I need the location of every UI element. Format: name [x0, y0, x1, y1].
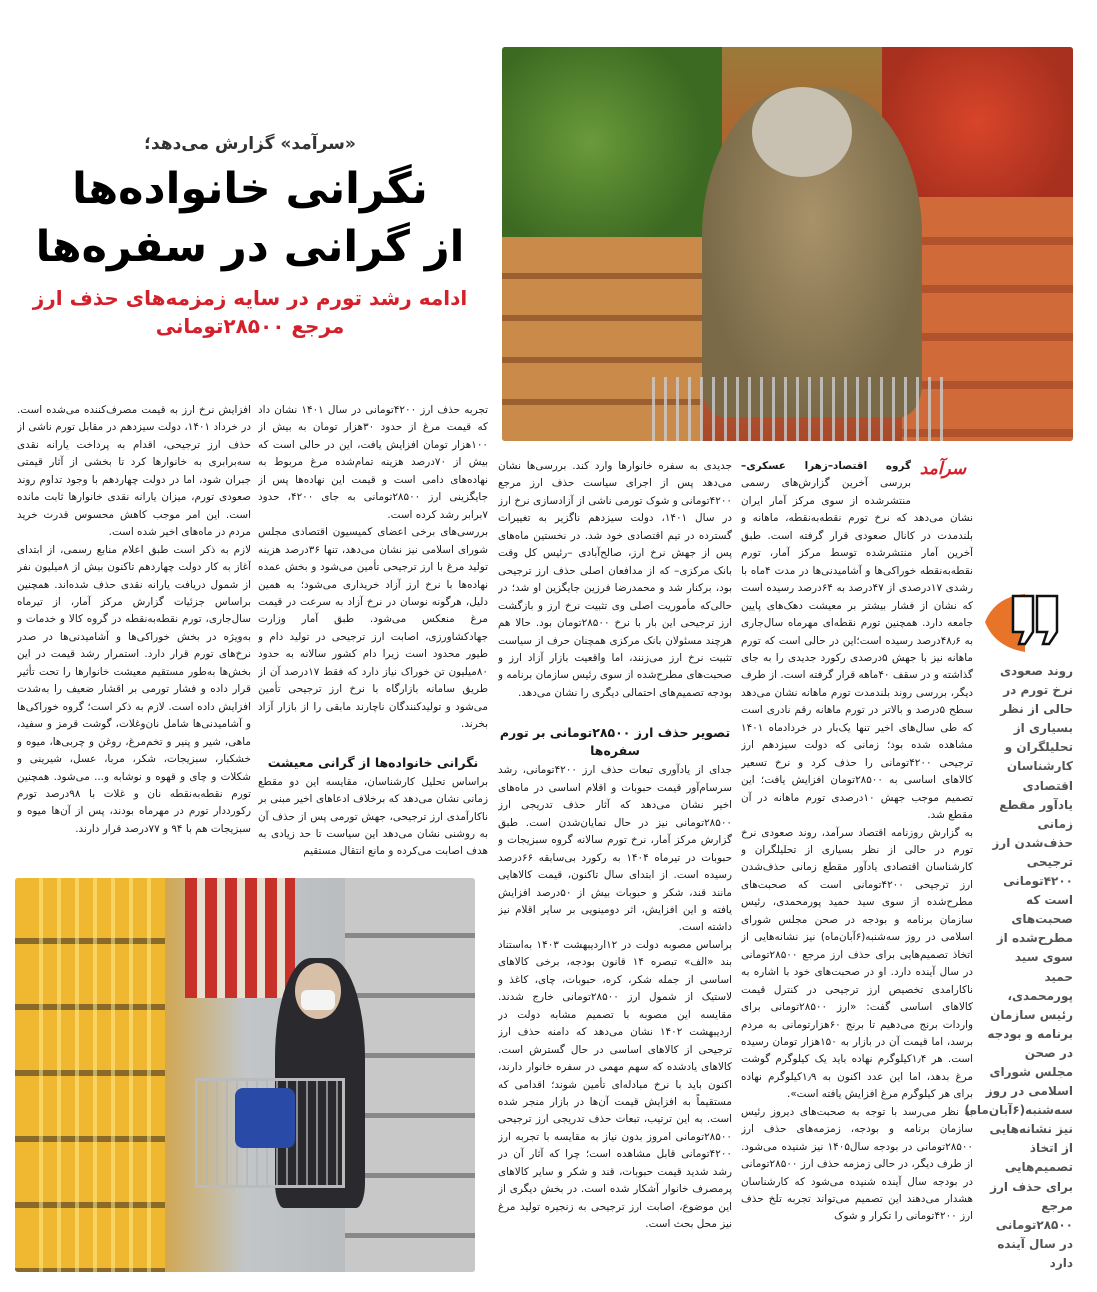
- headline-line-2: از گرانی در سفره‌ها: [35, 222, 465, 272]
- article-column-2: [498, 458, 732, 1276]
- paragraph: براساس تحلیل کارشناسان، مقایسه این دو مقطع زمانی نشان می‌دهد که برخلاف ادعاهای اخیر مبنی بر ناکارآمدی ارز ترجیحی، جهش تورمی پس از حذف آن به روشنی نشان می‌دهد این سیاست تا حد زیادی به هدف اصابت می‌کرده و مانع انتقال مستقیم: [258, 775, 488, 858]
- paragraph-text: بررسی آخرین گزارش‌های رسمی منتشرشده از سوی مرکز آمار ایران نشان می‌دهد که نرخ تورم نقطه‌به‌نقطه، ماهانه و بلندمدت در کانال صعودی قرار گرفته است. طبق آخرین آمار منتشرشده توسط مرکز آمار، تورم نقطه‌به‌نقطه خوراکی‌ها و آشامیدنی‌ها در مدت ۴ماه با رشدی ۱۷درصدی از ۴۷درصد به ۶۴درصد رسیده است که نشان از فشار بیشتر بر معیشت دهک‌های پایین جامعه دارد. همچنین تورم نقطه‌ای مهرماه سال‌جاری به ۴۸٫۶درصد رسیده است؛این در حالی است که تورم ماهانه نیز با جهش ۵درصدی رکورد جدیدی را به جای گذاشته و در سقف ۴۰ماهه قرار گرفته است. از طرف دیگر، بررسی روند بلندمدت تورم ماهانه نشان می‌دهد سطح ۵درصد و بالاتر در تورم ماهانه رقم نادری است که طی سال‌های اخیر تنها یک‌بار در خردادماه ۱۴۰۱ مشاهده شده بود؛ زمانی که دولت سیزدهم ارز ترجیحی ۴۲۰۰تومانی را حذف کرد و نرخ تسعیر کالاهای اساسی به ۲۸۵۰۰تومان افزایش یافت؛ این تصمیم موجب جهش ۱۰درصدی تورم ماهانه در آن مقطع شد.: [741, 477, 973, 822]
- paragraph: جدیدی به سفره خانوارها وارد کند. بررسی‌ها نشان می‌دهد پس از اجرای سیاست حذف ارز مرجع ۴۲۰۰تومانی و شوک تورمی ناشی از آزادسازی نرخ ارز در سال ۱۴۰۱، دولت سیزدهم ناگزیر به تغییرات گسترده در تیم اقتصادی خود شد. در نخستین ماه‌های پس از جهش نرخ ارز، صالح‌آبادی –رئیس کل وقت بانک مرکزی– که از مدافعان اصلی حذف ارز ترجیحی بود، برکنار شد و محمدرضا فرزین جایگزین او شد؛ در حالی‌که مأموریت اصلی وی تثبیت نرخ ارز و بازگشت ارز ترجیحی این بار با نرخ ۲۸۵۰۰تومان بود. حالا هم هرچند مسئولان بانک مرکزی همچنان حرف از سیاست تثبیت نرخ ارز می‌زنند، اما واقعیت بازار آزاد ارز و صحبت‌های مطرح‌شده از سوی رئیس سازمان برنامه و بودجه تصمیم‌های احتمالی دیگری را نشان می‌دهد.: [498, 460, 732, 699]
- sarAmad-logo: سرآمد: [919, 459, 967, 479]
- quote-mark-icon: [985, 592, 1060, 652]
- photo-man-with-shopping-cart: [15, 878, 475, 1272]
- paragraph: افزایش نرخ ارز به قیمت مصرف‌کننده می‌شده است. در خرداد ۱۴۰۱، دولت سیزدهم در مقابل تورم ناشی از حذف ارز ترجیحی، اقدام به پرداخت یارانه نقدی سه‌برابری به خانوارها کرد تا بخشی از آثار قیمتی جبران شود، اما در دولت چهاردهم با وجود تداوم روند صعودی تورم، میزان یارانه نقدی خانوارها ثابت مانده است. این امر موجب کاهش محسوس قدرت خرید مردم در ماه‌های اخیر شده است.: [17, 404, 251, 539]
- article-column-4: [17, 402, 251, 872]
- pull-quote: روند صعودی نرخ تورم در حالی از نظر بسیاری از تحلیلگران و کارشناسان اقتصادی یادآور مقطع زمانی حذف‌شدن ارز ترجیحی ۴۲۰۰تومانی است که صحبت‌های مطرح‌شده از سوی سید حمید پورمحمدی، رئیس سازمان برنامه و بودجه در صحن مجلس شورای اسلامی در روز سه‌شنبه(۶آبان‌ماه) نیز نشانه‌هایی از اتخاذ تصمیم‌هایی برای حذف ارز مرجع ۲۸۵۰۰تومانی در سال آینده دارد: [964, 664, 1073, 1270]
- paragraph: جدای از یادآوری تبعات حذف ارز ۴۲۰۰تومانی، رشد سرسام‌آور قیمت حبوبات و اقلام اساسی در ماه‌های اخیر نشان می‌دهد که آثار حذف تدریجی ارز ۲۸۵۰۰تومانی نیز در حال نمایان‌شدن است. طبق گزارش مرکز آمار، نرخ تورم سالانه گروه سبزیجات و حبوبات در تیرماه ۱۴۰۴ به رکورد بی‌سابقه ۶۶درصد رسیده است. از ابتدای سال تاکنون، قیمت کالاهایی مانند قند، شکر و حبوبات بیش از ۵۰درصد افزایش یافته و این افزایش، اثر دومینویی بر سایر اقلام نیز داشته است.: [498, 764, 732, 934]
- byline: گروه اقتصاد–زهرا عسکری–: [741, 460, 911, 472]
- paragraph: [741, 458, 973, 825]
- headline-block: [20, 132, 480, 394]
- paragraph: براساس مصوبه دولت در ۱۲اردیبهشت ۱۴۰۳ به‌استناد بند «الف» تبصره ۱۴ قانون بودجه، برخی کالاهای اساسی از جمله شکر، کره، حبوبات، چای، کاغذ و لاستیک از شمول ارز ۲۸۵۰۰تومانی خارج شدند. مقایسه این مصوبه با تصمیم مشابه دولت در اردیبهشت ۱۴۰۲ نشان می‌دهد که دامنه حذف ارز ترجیحی از کالاهای اساسی در حال گسترش است. کالاهای یادشده که سهم مهمی در سفره خانوار دارند، اکنون باید با نرخ مبادله‌ای تأمین شوند؛ اقدامی که مستقیماً به افزایش قیمت آن‌ها در بازار منجر شده است. به این ترتیب، تبعات حذف تدریجی ارز ترجیحی ۲۸۵۰۰تومانی امروز بدون نیاز به مقایسه با تجربه ارز ۴۲۰۰تومانی قابل مشاهده است؛ چرا که آثار آن در رشد شدید قیمت حبوبات، قند و شکر و سایر کالاهای پرمصرف خانوار آشکار شده است. در بخش دیگری از این موضوع، اصابت ارز ترجیحی به زنجیره تولید مرغ نیز محل بحث است.: [498, 938, 732, 1231]
- article-column-1: [741, 458, 973, 1276]
- paragraph: به گزارش روزنامه اقتصاد سرآمد، روند صعودی نرخ تورم در حالی از نظر بسیاری از تحلیلگران و کارشناسان اقتصادی یادآور مقطع زمانی حذف‌شدن ارز ترجیحی ۴۲۰۰تومانی است که صحبت‌های مطرح‌شده از سوی سید حمید پورمحمدی، رئیس سازمان برنامه و بودجه در صحن مجلس شورای اسلامی در روز سه‌شنبه(۶آبان‌ماه) نیز نشانه‌هایی از اتخاذ تصمیم‌هایی برای حذف ارز مرجع ۲۸۵۰۰تومانی در سال آینده دارد. او در صحبت‌های خود با اشاره به ناکارامدی تخصیص ارز ترجیحی در کنترل قیمت کالاهای اساسی گفت: «ارز ۲۸۵۰۰تومانی برای واردات برنج می‌دهیم تا برنج ۶۰هزارتومانی به مردم برسد، اما قیمت آن در بازار به ۱۵۰هزار تومان رسیده است. هر ۱٫۴کیلوگرم نهاده باید یک کیلوگرم گوشت مرغ بدهد، اما این عدد اکنون به ۱٫۹کیلوگرم نهاده برای هر کیلوگرم مرغ افزایش یافته است».: [741, 826, 973, 1101]
- paragraph: تجربه حذف ارز ۴۲۰۰تومانی در سال ۱۴۰۱ نشان داد که قیمت مرغ از حدود ۳۰هزار تومان به بیش از ۱۰۰هزار تومان افزایش یافت، این در حالی است که بیش از ۷۰درصد هزینه تمام‌شده مرغ مربوط به نهاده‌های دامی است و قیمت این نهاده‌ها پس از جایگزینی ارز ۲۸۵۰۰تومانی به جای ۴۲۰۰، حدود ۷برابر رشد کرده است.: [258, 404, 488, 521]
- logo-spacer: [911, 458, 973, 508]
- headline: [36, 160, 465, 276]
- section-heading: تصویر حذف ارز ۲۸۵۰۰تومانی بر تورم سفره‌ها: [499, 725, 731, 759]
- paragraph: به نظر می‌رسد با توجه به صحبت‌های دیروز رئیس سازمان برنامه و بودجه، زمزمه‌های حذف ارز ۲۸۵۰۰تومانی در بودجه سال۱۴۰۵ نیز شنیده می‌شود. از طرف دیگر، در حالی زمزمه حذف ارز ۲۸۵۰۰تومانی در بودجه سال آینده شنیده می‌شود که کارشناسان هشدار می‌دهند این تصمیم می‌تواند تجربه تلخ حذف ارز ۴۲۰۰تومانی را تکرار و شوک: [741, 1105, 973, 1223]
- article-column-3: [258, 402, 488, 870]
- subheadline: ادامه رشد تورم در سایه زمزمه‌های حذف ارز مرجع ۲۸۵۰۰تومانی: [32, 286, 468, 338]
- kicker: «سرآمد» گزارش می‌دهد؛: [144, 134, 356, 154]
- paragraph: بررسی‌های برخی اعضای کمیسیون اقتصادی مجلس شورای اسلامی نیز نشان می‌دهد، تنها ۳۶درصد هزینه تولید مرغ با ارز ترجیحی تأمین می‌شود و بخش عمده نهاده‌ها با نرخ ارز آزاد خریداری می‌شود؛ به همین دلیل، هرگونه نوسان در نرخ آزاد به سرعت در قیمت مرغ منعکس می‌شود. طبق آمار وزارت جهادکشاورزی، اصابت ارز ترجیحی در تولید دام و طیور محدود است زیرا دام کشور سالانه به حدود ۸۰میلیون تن خوراک نیاز دارد که فقط ۱۷درصد آن از طریق سامانه بازارگاه با نرخ ارز ترجیحی تأمین می‌شود و تولیدکنندگان ناچارند مابقی را از بازار آزاد بخرند.: [258, 526, 488, 731]
- paragraph: لازم به ذکر است طبق اعلام منابع رسمی، از ابتدای آغاز به کار دولت چهاردهم تاکنون بیش از ۸میلیون نفر از شمول دریافت یارانه نقدی حذف شده‌اند. همچنین براساس جزئیات گزارش مرکز آمار، از تیرماه سال‌جاری، تورم نقطه‌به‌نقطه در گروه کالا و خدمات و به‌ویژه در بخش خوراکی‌ها و آشامیدنی‌ها در صدر نرخ‌های تورم قرار دارد. استمرار رشد قیمت در این بخش‌ها به‌طور مستقیم معیشت خانوارها را تحت تأثیر قرار داده و فشار تورمی بر اقشار ضعیف را به‌شدت افزایش داده است. لازم به ذکر است؛ گروه خوراکی‌ها و آشامیدنی‌ها شامل نان‌وغلات، گوشت قرمز و سفید، ماهی، شیر و پنیر و تخم‌مرغ، روغن و چربی‌ها، میوه و خشکبار، سبزیجات، شکر، مربا، عسل، شیرینی و شکلات و چای و قهوه و نوشابه و... می‌شود. همچنین تورم نقطه‌به‌نقطه نان و غلات با ۹۸درصد تورم رکورددار تورم در مهرماه بودند، پس از آن‌ها میوه و سبزیجات هم با ۹۴ و ۷۷درصد قرار دارند.: [17, 543, 251, 835]
- headline-line-1: نگرانی خانواده‌ها: [72, 164, 428, 214]
- section-heading: نگرانی خانواده‌ها از گرانی معیشت: [267, 754, 479, 770]
- photo-man-at-produce-market: [502, 47, 1073, 441]
